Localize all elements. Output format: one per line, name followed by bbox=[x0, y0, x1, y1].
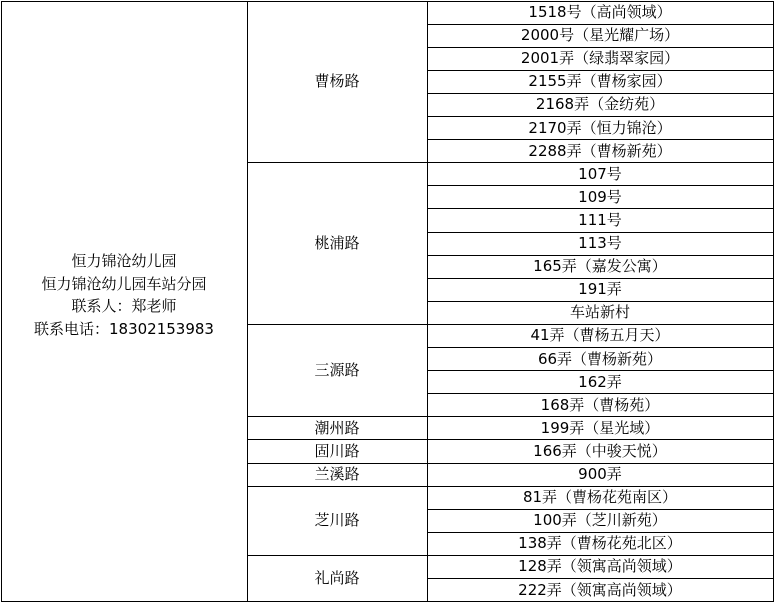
road-name: 桃浦路 bbox=[247, 163, 427, 325]
address-cell: 162弄 bbox=[427, 371, 773, 394]
address-cell: 2000号（星光耀广场） bbox=[427, 24, 773, 47]
address-cell: 2170弄（恒力锦沧） bbox=[427, 117, 773, 140]
road-name: 三源路 bbox=[247, 324, 427, 416]
address-cell: 165弄（嘉发公寓） bbox=[427, 255, 773, 278]
address-cell: 2288弄（曹杨新苑） bbox=[427, 140, 773, 163]
address-cell: 41弄（曹杨五月天） bbox=[427, 324, 773, 347]
school-info bbox=[1, 250, 247, 340]
address-cell: 166弄（中骏天悦） bbox=[427, 440, 773, 463]
address-cell: 128弄（领寓高尚领域） bbox=[427, 555, 773, 578]
address-cell: 2155弄（曹杨家园） bbox=[427, 70, 773, 93]
address-cell: 81弄（曹杨花苑南区） bbox=[427, 486, 773, 509]
address-cell: 111号 bbox=[427, 209, 773, 232]
contact-person: 联系人：郑老师 bbox=[1, 295, 247, 318]
road-name: 曹杨路 bbox=[247, 1, 427, 163]
address-cell: 66弄（曹杨新苑） bbox=[427, 348, 773, 371]
road-name: 礼尚路 bbox=[247, 555, 427, 601]
school-branch: 恒力锦沧幼儿园车站分园 bbox=[1, 273, 247, 296]
address-cell: 2001弄（绿翡翠家园） bbox=[427, 47, 773, 70]
table-border bbox=[1, 1, 2, 602]
contact-phone: 联系电话：18302153983 bbox=[1, 318, 247, 341]
address-cell: 113号 bbox=[427, 232, 773, 255]
address-cell: 222弄（领寓高尚领域） bbox=[427, 579, 773, 602]
road-name: 兰溪路 bbox=[247, 463, 427, 486]
address-cell: 900弄 bbox=[427, 463, 773, 486]
address-cell: 168弄（曹杨苑） bbox=[427, 394, 773, 417]
address-cell: 109号 bbox=[427, 186, 773, 209]
address-cell: 191弄 bbox=[427, 278, 773, 301]
address-cell: 138弄（曹杨花苑北区） bbox=[427, 532, 773, 555]
road-name: 固川路 bbox=[247, 440, 427, 463]
address-cell: 2168弄（金纺苑） bbox=[427, 93, 773, 116]
address-cell: 车站新村 bbox=[427, 301, 773, 324]
address-cell: 107号 bbox=[427, 163, 773, 186]
address-cell: 100弄（芝川新苑） bbox=[427, 509, 773, 532]
road-name: 芝川路 bbox=[247, 486, 427, 555]
road-name: 潮州路 bbox=[247, 417, 427, 440]
address-cell: 199弄（星光域） bbox=[427, 417, 773, 440]
address-cell: 1518号（高尚领域） bbox=[427, 1, 773, 24]
school-name: 恒力锦沧幼儿园 bbox=[1, 250, 247, 273]
